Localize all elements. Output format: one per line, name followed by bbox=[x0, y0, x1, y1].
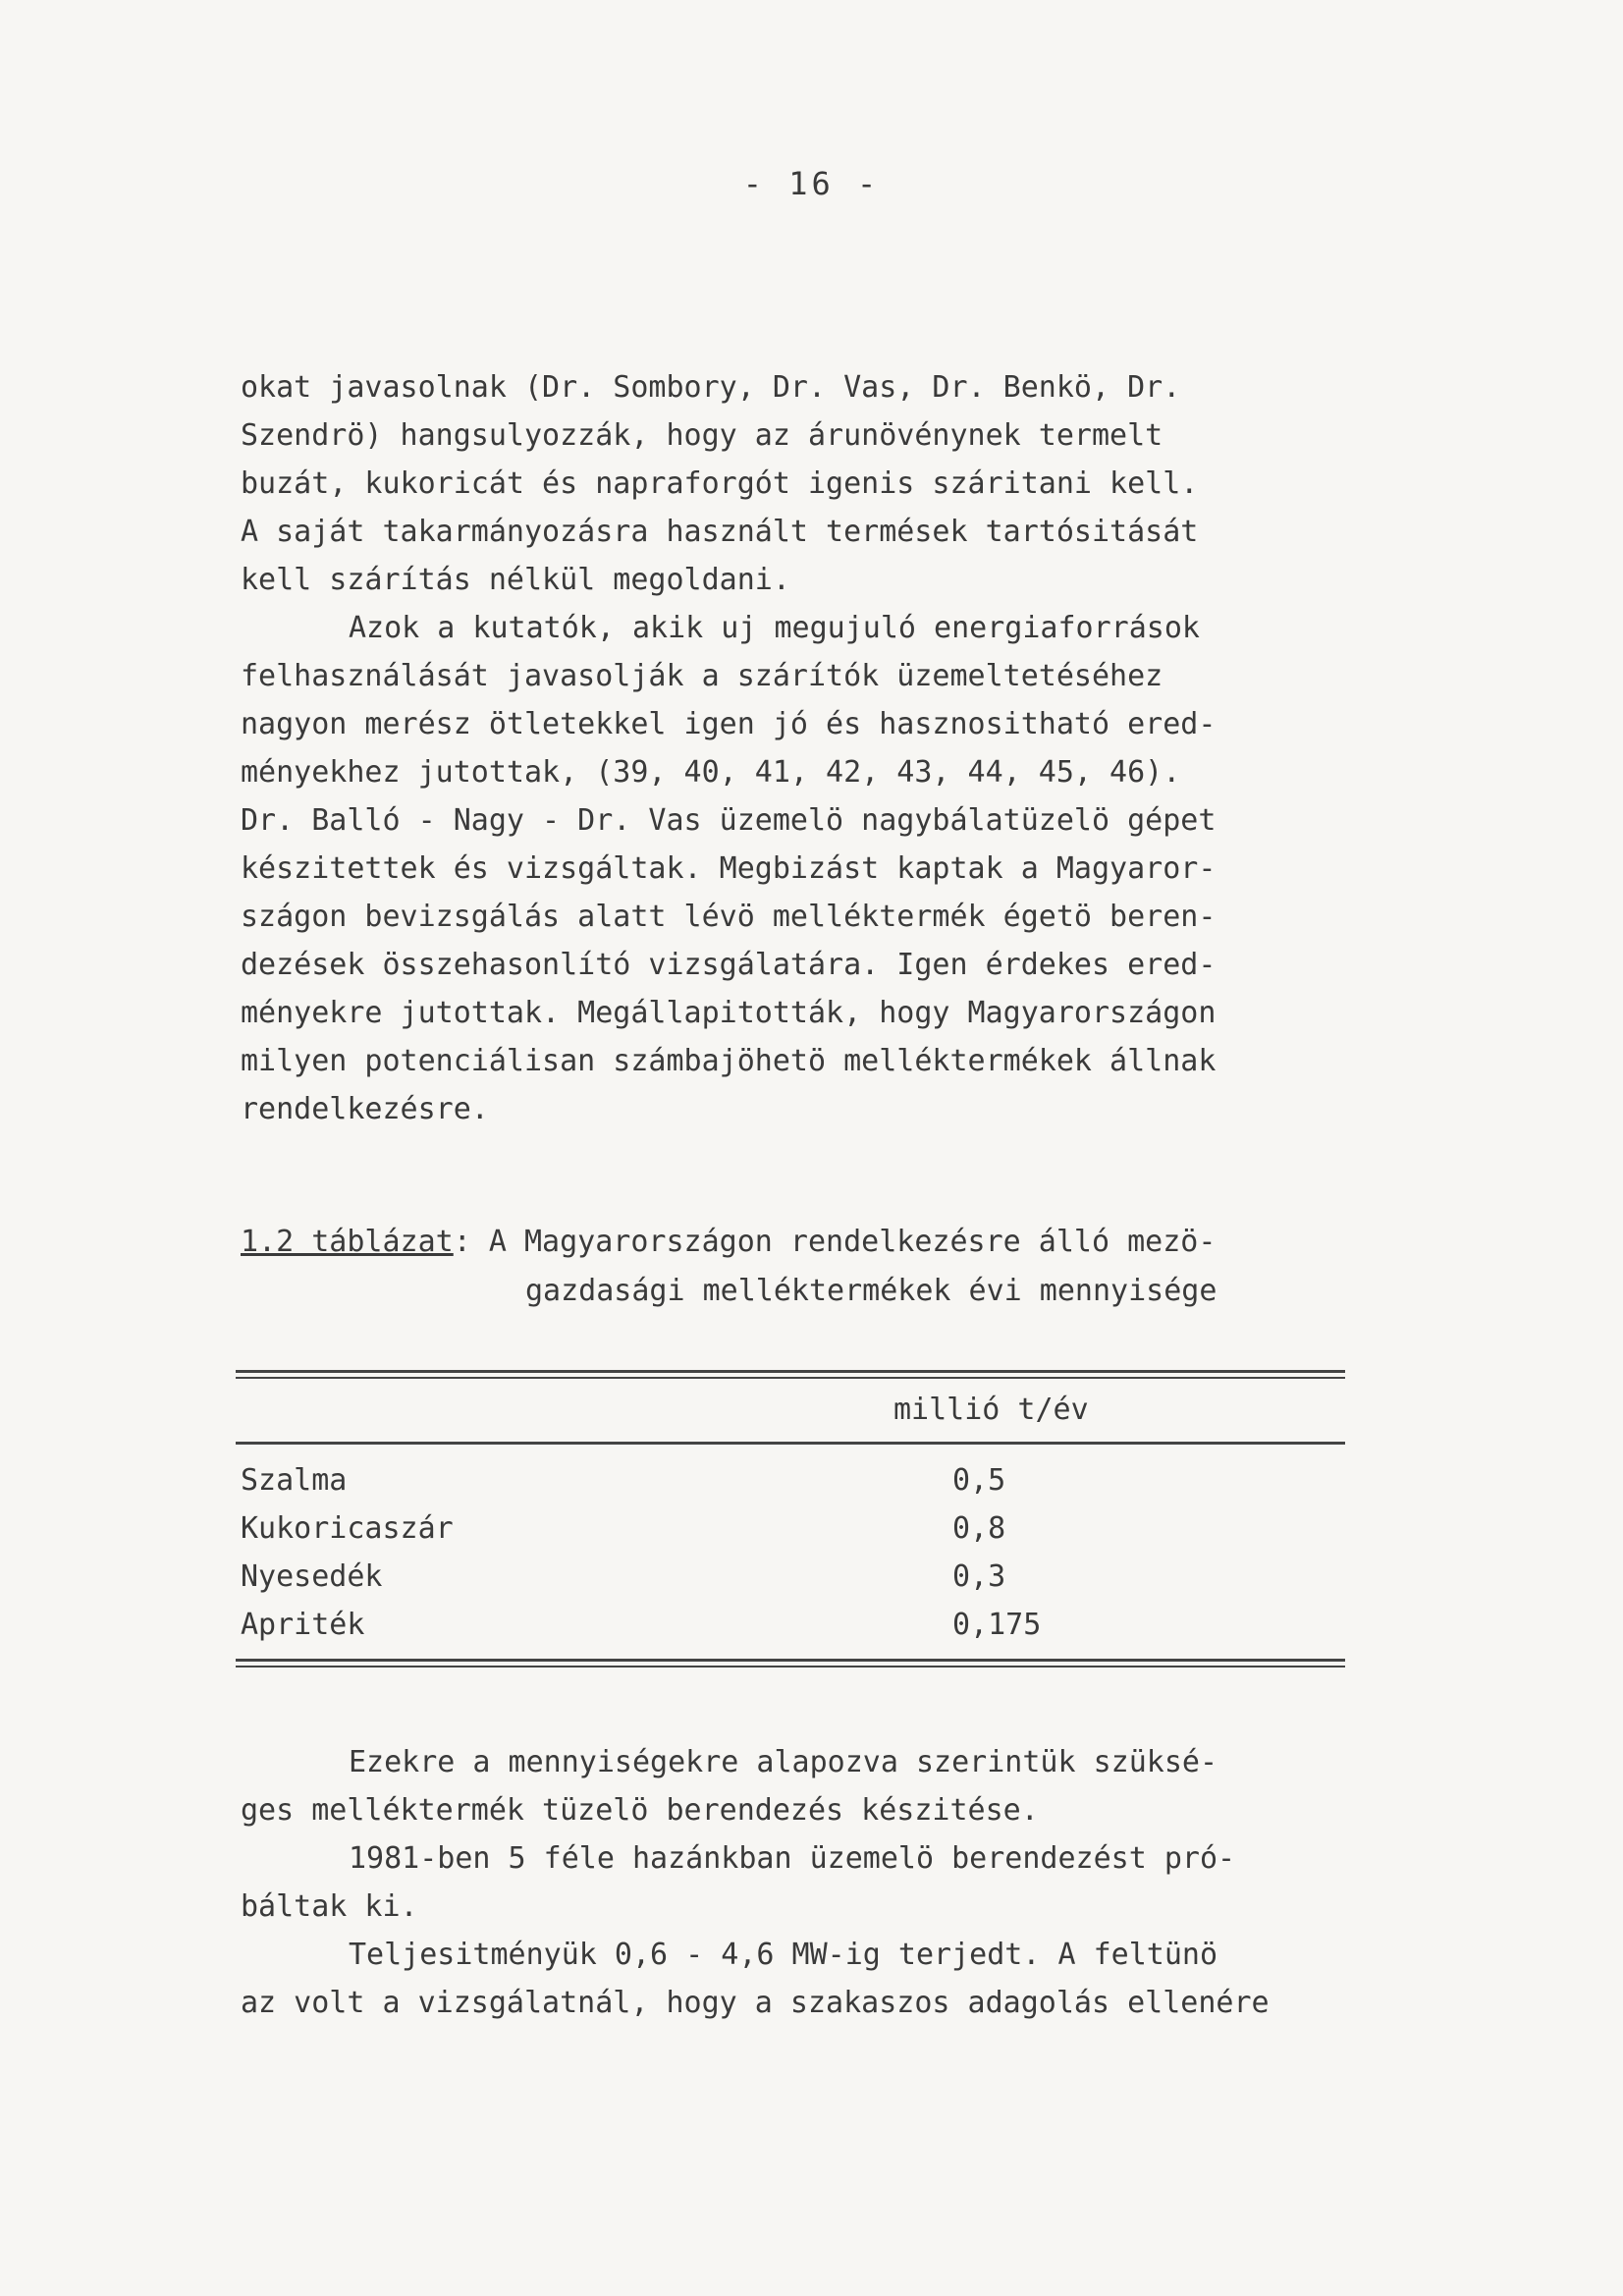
text-line: Teljesitményük 0,6 - 4,6 MW-ig terjedt. A feltünö bbox=[349, 1938, 1218, 1972]
table-caption bbox=[241, 1218, 1419, 1316]
text-line: buzát, kukoricát és napraforgót igenis száritani kell. bbox=[241, 466, 1199, 501]
table-row bbox=[236, 1504, 1345, 1553]
row-value: 0,5 bbox=[952, 1463, 1006, 1498]
table-body bbox=[236, 1445, 1345, 1659]
table-row bbox=[236, 1553, 1345, 1601]
text-line: rendelkezésre. bbox=[241, 1092, 489, 1126]
text-line: A saját takarmányozásra használt termések tartósitását bbox=[241, 515, 1199, 549]
text-line: ges melléktermék tüzelö berendezés készitése. bbox=[241, 1793, 1039, 1828]
row-name: Kukoricaszár bbox=[241, 1511, 454, 1546]
text-line: okat javasolnak (Dr. Sombory, Dr. Vas, Dr. Benkö, Dr. bbox=[241, 370, 1181, 405]
text-line: Ezekre a mennyiségekre alapozva szerintük szüksé- bbox=[349, 1745, 1218, 1779]
row-value: 0,3 bbox=[952, 1559, 1006, 1594]
page-number: - 16 - bbox=[742, 165, 881, 202]
text-line: Dr. Balló - Nagy - Dr. Vas üzemelö nagybálatüzelö gépet bbox=[241, 803, 1217, 838]
text-line: ményekhez jutottak, (39, 40, 41, 42, 43, 44, 45, 46). bbox=[241, 755, 1181, 790]
text-line: az volt a vizsgálatnál, hogy a szakaszos adagolás ellenére bbox=[241, 1986, 1270, 2020]
paragraph-intro bbox=[241, 363, 1419, 1133]
table-unit-header: millió t/év bbox=[893, 1393, 1089, 1427]
caption-label: 1.2 táblázat bbox=[241, 1225, 454, 1259]
text-line: Azok a kutatók, akik uj megujuló energiaforrások bbox=[349, 611, 1200, 645]
text-line: milyen potenciálisan számbajöhetö melléktermékek állnak bbox=[241, 1044, 1217, 1078]
text-line: kell szárítás nélkül megoldani. bbox=[241, 563, 790, 597]
text-line: dezések összehasonlító vizsgálatára. Igen érdekes ered- bbox=[241, 948, 1217, 982]
caption-line-1 bbox=[241, 1218, 1419, 1267]
caption-line-2: gazdasági melléktermékek évi mennyisége bbox=[525, 1274, 1217, 1308]
row-value: 0,175 bbox=[952, 1608, 1042, 1642]
text-line: nagyon merész ötletekkel igen jó és hasznositható ered- bbox=[241, 707, 1217, 741]
paragraph-conclusion bbox=[241, 1738, 1419, 2027]
text-line: ményekre jutottak. Megállapitották, hogy Magyarországon bbox=[241, 996, 1217, 1030]
byproduct-table bbox=[236, 1370, 1345, 1667]
caption-text: : A Magyarországon rendelkezésre álló mezö- bbox=[453, 1225, 1217, 1259]
row-name: Szalma bbox=[241, 1463, 348, 1498]
table-row bbox=[236, 1456, 1345, 1504]
text-line: készitettek és vizsgáltak. Megbizást kaptak a Magyaror- bbox=[241, 851, 1217, 886]
text-line: felhasználását javasolják a szárítók üzemeltetéséhez bbox=[241, 659, 1163, 693]
table-row bbox=[236, 1601, 1345, 1649]
table-top-rule bbox=[236, 1370, 1345, 1379]
row-name: Apriték bbox=[241, 1608, 365, 1642]
row-value: 0,8 bbox=[952, 1511, 1006, 1546]
table-bottom-rule bbox=[236, 1659, 1345, 1667]
text-line: 1981-ben 5 féle hazánkban üzemelö berendezést pró- bbox=[349, 1841, 1236, 1876]
row-name: Nyesedék bbox=[241, 1559, 383, 1594]
text-line: báltak ki. bbox=[241, 1889, 418, 1924]
text-line: Szendrö) hangsulyozzák, hogy az árunövénynek termelt bbox=[241, 418, 1163, 453]
text-line: szágon bevizsgálás alatt lévö melléktermék égetö beren- bbox=[241, 900, 1217, 934]
